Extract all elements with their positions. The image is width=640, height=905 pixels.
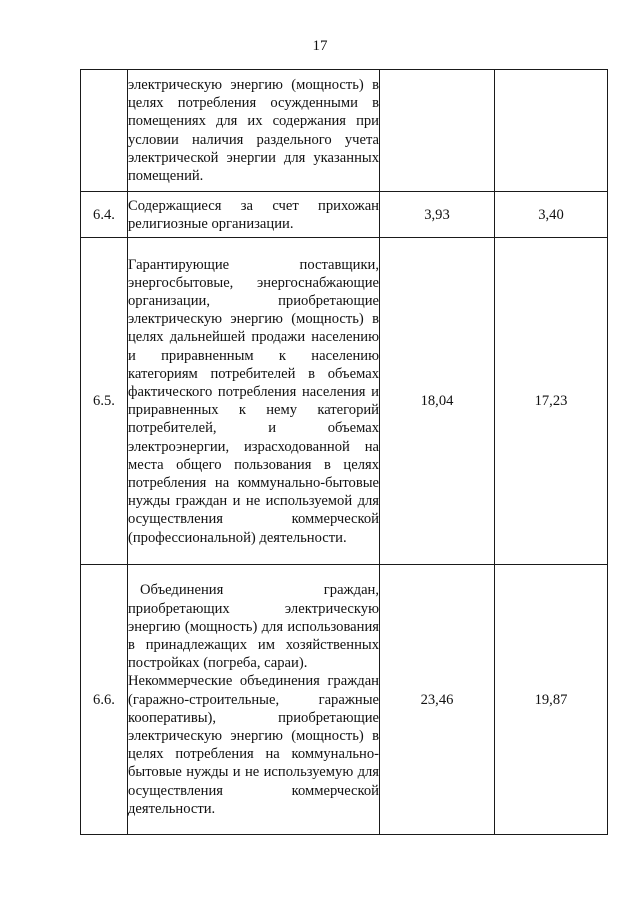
row-description-cell xyxy=(128,192,380,238)
row-description-cell xyxy=(128,238,380,565)
page-number: 17 xyxy=(312,38,328,54)
row-description-cell xyxy=(128,565,380,835)
row-number-cell xyxy=(81,70,128,192)
row-number-cell: 6.5. xyxy=(81,238,128,565)
table-row xyxy=(81,238,608,565)
description-text: Объединения граждан, приобретающих электрическую энергию (мощность) для использования в принадлежащих им хозяйственных постройках (погреба, сараи). xyxy=(128,582,379,672)
tariff-value-2-cell xyxy=(495,70,608,192)
tariff-table xyxy=(80,69,608,835)
description-text: Содержащиеся за счет прихожан религиозные организации. xyxy=(128,197,379,232)
row-number-cell: 6.6. xyxy=(81,565,128,835)
table-row xyxy=(81,192,608,238)
tariff-value-2-cell: 19,87 xyxy=(495,565,608,835)
tariff-value-1-cell: 23,46 xyxy=(380,565,495,835)
description-text: электрическую энергию (мощность) в целях потребления осужденными в помещениях для их содержания при условии наличия раздельного учета электрической энергии для указанных помещений. xyxy=(128,77,379,185)
description-text: Гарантирующие поставщики, энергосбытовые, энергоснабжающие организации, приобретающие электрическую энергию (мощность) в целях дальнейшей продажи населению и приравненным к населению категориям потребителей в объемах фактического потребления населения и приравненных к нему категорий потребителей, и объемах электроэнергии, израсходованной на места общего пользования в целях потребления на коммунально-бытовые нужды граждан и не используемой для осуществления коммерческой (профессиональной) деятельности. xyxy=(128,256,379,546)
tariff-value-1-cell xyxy=(380,70,495,192)
tariff-value-1-cell: 18,04 xyxy=(380,238,495,565)
tariff-value-1-cell: 3,93 xyxy=(380,192,495,238)
table-row xyxy=(81,565,608,835)
description-text: Некоммерческие объединения граждан (гаражно-строительные, гаражные кооперативы), приобретающие электрическую энергию (мощность) в целях потребления на коммунально-бытовые нужды и не используемую для осуществления коммерческой деятельности. xyxy=(128,673,379,817)
table-row xyxy=(81,70,608,192)
row-description-cell xyxy=(128,70,380,192)
tariff-value-2-cell: 17,23 xyxy=(495,238,608,565)
row-number-cell: 6.4. xyxy=(81,192,128,238)
tariff-value-2-cell: 3,40 xyxy=(495,192,608,238)
